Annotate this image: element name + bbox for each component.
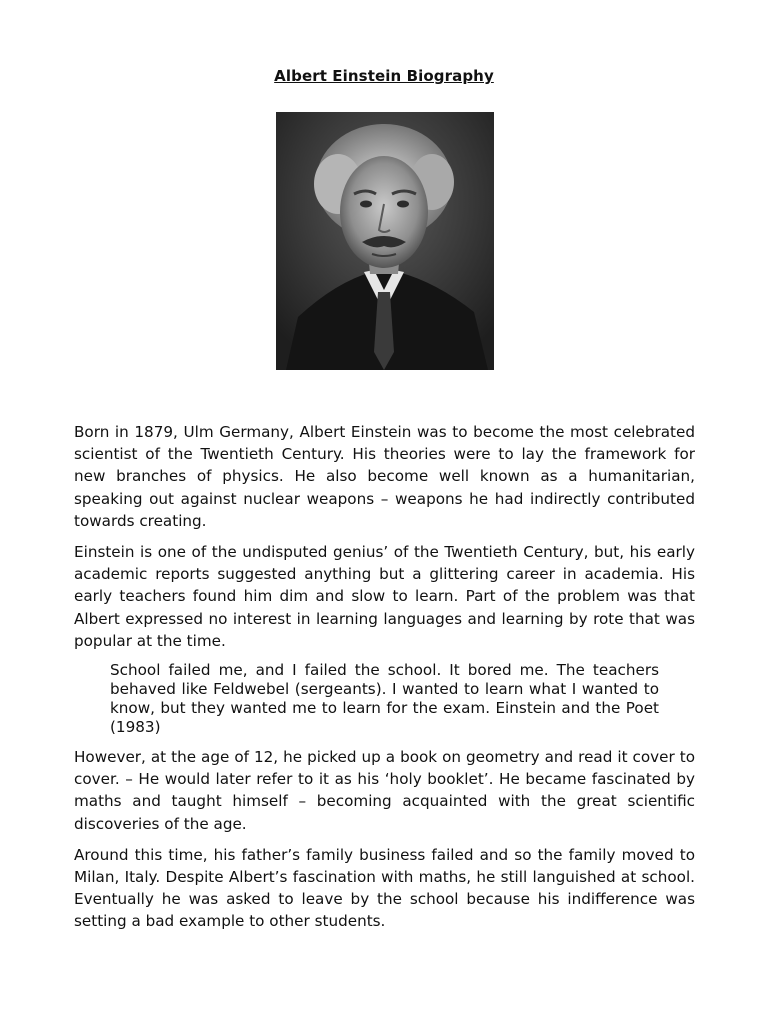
paragraph: Around this time, his father’s family business failed and so the family moved to Milan, Italy. Despite Albert’s fascination with maths, he still languished at school. Eventually he was asked to leave by the school because his indifference was setting a bad example to other students.	[74, 845, 695, 931]
paragraph: Einstein is one of the undisputed genius’ of the Twentieth Century, but, his early academic reports suggested anything but a glittering career in academia. His early teachers found him dim and slow to learn. Part of the problem was that Albert expressed no interest in learning languages and learning by rote that was popular at the time.	[74, 543, 695, 650]
portrait-photo	[276, 112, 494, 370]
article-body	[74, 421, 695, 942]
paragraph: However, at the age of 12, he picked up a book on geometry and read it cover to cover. – He would later refer to it as his ‘holy booklet’. He became fascinated by maths and taught himself – becoming acquainted with the great scientific discoveries of the age.	[74, 748, 695, 833]
paragraph: Born in 1879, Ulm Germany, Albert Einstein was to become the most celebrated scientist of the Twentieth Century. His theories were to lay the framework for new branches of physics. He also become well known as a humanitarian, speaking out against nuclear weapons – weapons he had indirectly contributed towards creating.	[74, 423, 695, 530]
page-title: Albert Einstein Biography	[274, 67, 494, 85]
block-quote: School failed me, and I failed the school. It bored me. The teachers behaved like Feldwebel (sergeants). I wanted to learn what I wanted to know, but they wanted me to learn for the exam. Einstein and the Poet (1983)	[110, 661, 659, 737]
portrait-image	[276, 112, 494, 370]
